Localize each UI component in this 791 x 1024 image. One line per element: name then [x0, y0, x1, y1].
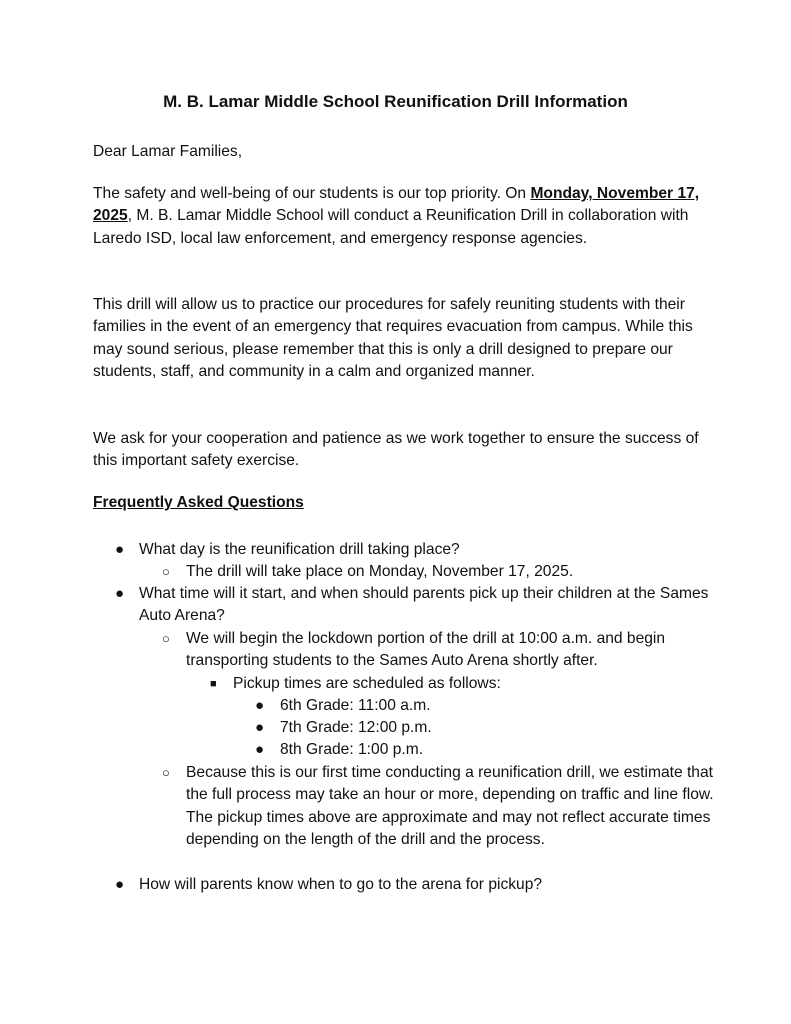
bullet-hollow-icon: ○: [162, 631, 170, 646]
pickup-time-8th: 8th Grade: 1:00 p.m.: [280, 741, 424, 758]
bullet-hollow-icon: ○: [162, 564, 170, 579]
drill-date: Monday, November 17, 2025: [93, 185, 700, 225]
faq-question-1: What day is the reunification drill taking place?: [139, 541, 460, 558]
bullet-filled-icon: ●: [115, 541, 125, 558]
pickup-time-6th: 6th Grade: 11:00 a.m.: [280, 697, 431, 714]
bullet-filled-icon: ●: [255, 741, 265, 758]
faq-question-2: What time will it start, and when should parents pick up their children at the Sames Auto Arena?: [139, 585, 709, 625]
drill-purpose-paragraph: This drill will allow us to practice our procedures for safely reuniting students with their families in the event of an emergency that requires evacuation from campus. While this may sound serious, please remember that this is only a drill designed to prepare our students, staff, and community in a calm and organized manner.: [93, 296, 693, 380]
pickup-intro: Pickup times are scheduled as follows:: [233, 675, 501, 692]
intro-text-before: The safety and well-being of our students is our top priority. On: [93, 185, 531, 202]
intro-text-after: , M. B. Lamar Middle School will conduct a Reunification Drill in collaboration with Laredo ISD, local law enforcement, and emergency response agencies.: [93, 207, 689, 247]
page-title: M. B. Lamar Middle School Reunification Drill Information: [163, 92, 628, 111]
bullet-hollow-icon: ○: [162, 765, 170, 780]
bullet-filled-icon: ●: [255, 697, 265, 714]
faq-answer-1: The drill will take place on Monday, November 17, 2025.: [186, 563, 574, 580]
faq-answer-2: We will begin the lockdown portion of the drill at 10:00 a.m. and begin transporting students to the Sames Auto Arena shortly after.: [186, 630, 666, 670]
bullet-filled-icon: ●: [115, 876, 125, 893]
intro-paragraph: [93, 183, 713, 250]
bullet-square-icon: ■: [210, 678, 217, 690]
faq-answer-2b: Because this is our first time conducting a reunification drill, we estimate that the full process may take an hour or more, depending on traffic and line flow. The pickup times above are approximate and may not reflect accurate times depending on the length of the drill and the process.: [186, 764, 714, 848]
bullet-filled-icon: ●: [255, 719, 265, 736]
greeting: Dear Lamar Families,: [93, 143, 243, 160]
faq-heading: Frequently Asked Questions: [93, 494, 304, 511]
bullet-filled-icon: ●: [115, 585, 125, 602]
cooperation-paragraph: We ask for your cooperation and patience as we work together to ensure the success of this important safety exercise.: [93, 430, 699, 470]
faq-question-3: How will parents know when to go to the arena for pickup?: [139, 876, 543, 893]
pickup-time-7th: 7th Grade: 12:00 p.m.: [280, 719, 432, 736]
